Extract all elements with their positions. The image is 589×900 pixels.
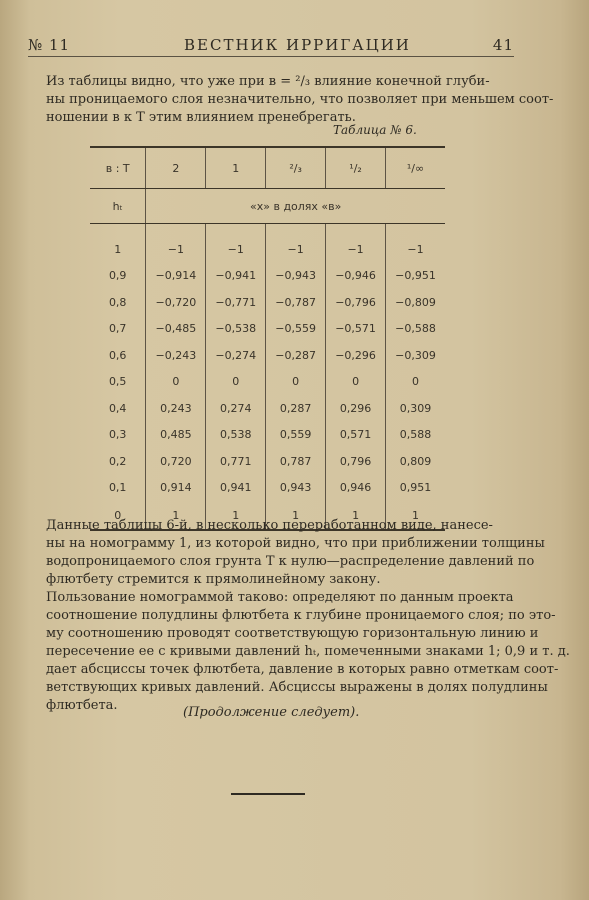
table-row [90,422,445,449]
value-cell: 0 [146,369,206,396]
value-cell: 0 [412,375,419,389]
value-cell: −0,720 [146,289,206,316]
paragraph-usage [46,589,570,715]
table-row [90,475,445,502]
value-cell: 0,243 [146,395,206,422]
value-cell: −0,296 [326,342,386,369]
value-cell: −0,309 [395,348,436,362]
value-cell: 0,720 [146,448,206,475]
value-cell: −0,914 [146,263,206,290]
text-line: пересечение ее с кривыми давлений hₜ, помеченными знаками 1; 0,9 и т. д. [46,644,570,659]
text-line: му соотношению проводят соответствующую горизонтальную линию и [46,626,539,641]
ht-cell: 0,2 [90,448,146,475]
header-cell: 1 [206,147,266,189]
value-cell: 0,941 [206,475,266,502]
value-cell: −1 [407,242,424,256]
text-line: соотношение полудлины флютбета к глубине проницаемого слоя; по это- [46,608,556,623]
value-cell: 0,571 [326,422,386,449]
value-cell: 1 [146,501,206,530]
value-cell: 0,287 [266,395,326,422]
value-cell: −0,559 [266,316,326,343]
text-line: Данные таблицы 6-й, в несколько переработанном виде, нанесе- [46,518,493,533]
value-cell: 0,485 [146,422,206,449]
spacer-cell [206,224,266,237]
value-cell: 1 [386,501,445,530]
value-cell: −0,943 [266,263,326,290]
value-cell: −1 [326,236,386,263]
value-cell: 0,787 [266,448,326,475]
text-line: водопроницаемого слоя грунта Т к нулю—распределение давлений по [46,554,535,569]
ht-cell: 0,9 [90,263,146,290]
table-row [90,448,445,475]
value-cell: 0,951 [399,481,432,495]
value-cell: 0,588 [399,428,432,442]
value-cell: −0,538 [206,316,266,343]
continuation-note: (Продолжение следует). [183,705,360,720]
table-row [90,236,445,263]
value-cell: −0,796 [326,289,386,316]
value-cell: −0,243 [146,342,206,369]
value-cell: 1 [266,501,326,530]
value-cell: −0,287 [266,342,326,369]
journal-title: ВЕСТНИК ИРРИГАЦИИ [184,36,411,54]
value-cell: −0,485 [146,316,206,343]
header-cell: в : Т [90,147,146,189]
table-header-row [90,147,445,189]
end-rule [231,793,305,795]
value-cell: 0,559 [266,422,326,449]
header-cell: 2 [146,147,206,189]
value-cell: 0 [206,369,266,396]
ht-cell: 0,8 [90,289,146,316]
spacer-row [90,224,445,237]
text-line: ны на номограмму 1, из которой видно, что при приближении толщины [46,536,545,551]
value-cell: −0,946 [326,263,386,290]
value-cell: 0,296 [326,395,386,422]
header-cell: ¹/₂ [326,147,386,189]
value-cell: −0,588 [395,322,436,336]
value-cell: 0,274 [206,395,266,422]
table-row [90,263,445,290]
text-line: Пользование номограммой таково: определяют по данным проекта [46,590,514,605]
header-cell: ²/₃ [266,147,326,189]
ht-cell: 0,4 [90,395,146,422]
value-cell: −1 [206,236,266,263]
table-row [90,289,445,316]
value-cell: −0,274 [206,342,266,369]
value-cell: −0,571 [326,316,386,343]
text-line: ношении в к Т этим влиянием пренебрегать. [46,110,356,125]
value-cell: −1 [266,236,326,263]
table-caption: Таблица № 6. [333,123,417,137]
text-line: дает абсциссы точек флютбета, давление в которых равно отметкам соот- [46,662,559,677]
value-cell: 0,914 [146,475,206,502]
value-cell: −0,951 [395,269,436,283]
subheader-span: «x» в долях «в» [146,189,445,224]
paragraph-nomogram [46,517,545,589]
value-cell: 0,946 [326,475,386,502]
ht-cell: 0,5 [90,369,146,396]
value-cell: 0,309 [399,401,432,415]
ht-cell: 0,7 [90,316,146,343]
value-cell: −1 [146,236,206,263]
value-cell: 0 [266,369,326,396]
value-cell: −0,809 [395,295,436,309]
value-cell: 0,538 [206,422,266,449]
value-cell: 0,943 [266,475,326,502]
spacer-cell [386,224,445,237]
issue-number: № 11 [28,36,71,54]
spacer-cell [326,224,386,237]
pressure-table [90,146,445,531]
value-cell: −0,941 [206,263,266,290]
ht-cell: 0,6 [90,342,146,369]
page-number: 41 [492,36,514,54]
value-cell: −0,771 [206,289,266,316]
ht-cell: 1 [90,236,146,263]
text-line: ны проницаемого слоя незначительно, что позволяет при меньшем соот- [46,92,554,107]
subheader-ht: hₜ [90,189,146,224]
value-cell: 0 [326,369,386,396]
header-cell: ¹/∞ [386,147,445,189]
ht-cell: 0 [90,501,146,530]
value-cell: 0,809 [399,454,432,468]
spacer-cell [146,224,206,237]
text-line: флютбету стремится к прямолинейному закону. [46,572,381,587]
page-header [28,34,514,57]
table-row [90,342,445,369]
table-body [90,224,445,531]
value-cell: 1 [326,501,386,530]
table-subheader-row [90,189,445,224]
table-row [90,395,445,422]
spacer-cell [90,224,146,237]
ht-cell: 0,3 [90,422,146,449]
text-line: Из таблицы видно, что уже при в = ²/₃ влияние конечной глуби- [46,74,490,89]
ht-cell: 0,1 [90,475,146,502]
table-row [90,369,445,396]
value-cell: 0,796 [326,448,386,475]
text-line: ветствующих кривых давлений. Абсциссы выражены в долях полудлины [46,680,548,695]
spacer-cell [266,224,326,237]
text-line: флютбета. [46,698,118,713]
intro-paragraph [46,73,554,127]
value-cell: −0,787 [266,289,326,316]
value-cell: 0,771 [206,448,266,475]
table-row [90,316,445,343]
value-cell: 1 [206,501,266,530]
